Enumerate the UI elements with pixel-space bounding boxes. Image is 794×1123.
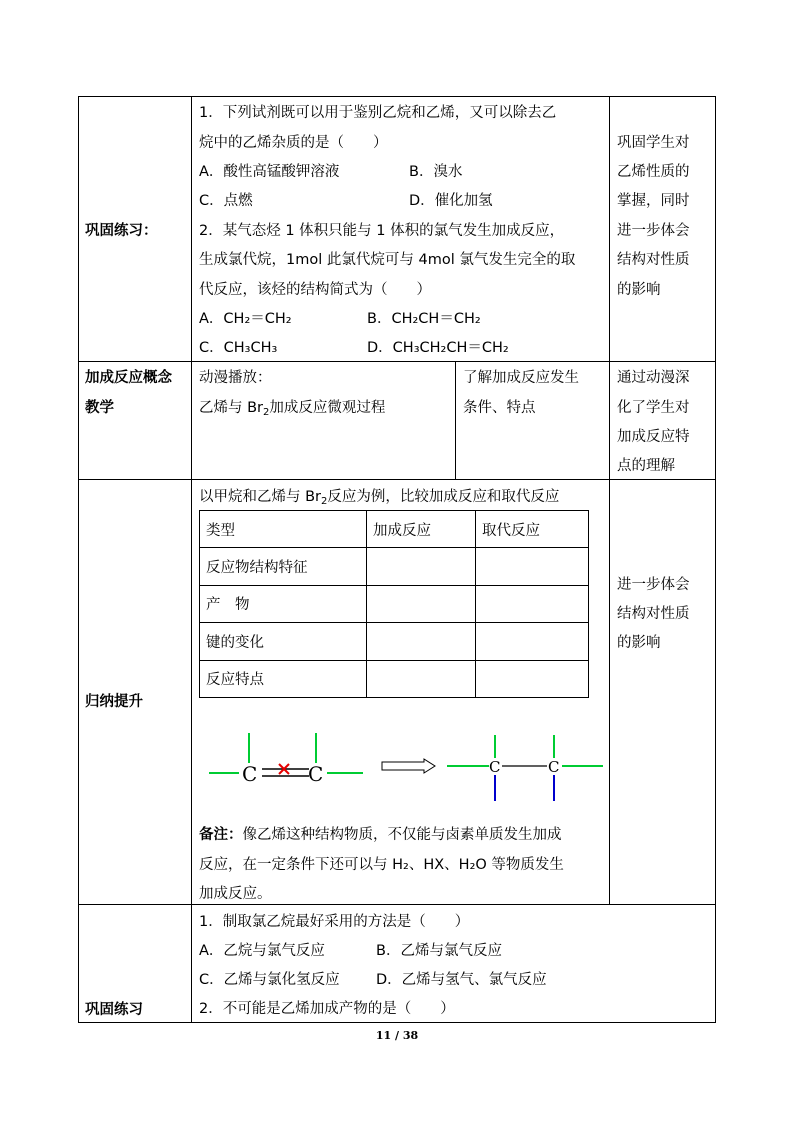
carbon-atom-left: C bbox=[242, 762, 258, 786]
table-cell bbox=[476, 585, 589, 622]
row2-note-1: 通过动漫深 bbox=[617, 370, 690, 386]
q1-option-c: C．点燃 bbox=[199, 193, 253, 209]
q1-line1: 1．下列试剂既可以用于鉴别乙烷和乙烯，又可以除去乙 bbox=[199, 105, 557, 121]
table-row-label: 反应物结构特征 bbox=[200, 548, 367, 585]
row2-content-2: 乙烯与 $Br_2$加成反应微观过程 bbox=[199, 400, 386, 418]
row2-content-1: 动漫播放： bbox=[199, 370, 272, 386]
row1-note-6: 的影响 bbox=[617, 282, 661, 298]
table-cell bbox=[367, 660, 476, 697]
q1-line2: 烷中的乙烯杂质的是（ ） bbox=[199, 135, 388, 151]
q2-option-b: B．CH₂CH＝CH₂ bbox=[367, 311, 481, 327]
table-header-row bbox=[200, 511, 589, 548]
row3-note-2: 结构对性质 bbox=[617, 606, 690, 622]
table-header-addition: 加成反应 bbox=[367, 511, 476, 548]
table-cell bbox=[476, 623, 589, 660]
row4-q1: 1．制取氯乙烷最好采用的方法是（ ） bbox=[199, 914, 470, 930]
remark-line-2: 反应，在一定条件下还可以与 H₂、HX、H₂O 等物质发生 bbox=[199, 857, 564, 873]
carbon-atom-product-2: C bbox=[548, 758, 560, 776]
table-cell bbox=[367, 585, 476, 622]
q2-option-c: C．CH₃CH₃ bbox=[199, 340, 278, 356]
table-row-label: 反应特点 bbox=[200, 660, 367, 697]
reaction-arrow-icon bbox=[382, 759, 435, 773]
row1-note-1: 巩固学生对 bbox=[617, 135, 690, 151]
row4-option-c: C．乙烯与氯化氢反应 bbox=[199, 972, 340, 988]
row2-mid-1: 了解加成反应发生 bbox=[463, 370, 579, 386]
row4-option-b: B．乙烯与氯气反应 bbox=[376, 943, 502, 959]
table-row bbox=[200, 548, 589, 585]
q1-option-b: B．溴水 bbox=[409, 164, 463, 180]
row3-note-1: 进一步体会 bbox=[617, 577, 690, 593]
q2-line1: 2．某气态烃 1 体积只能与 1 体积的氯气发生加成反应， bbox=[199, 223, 565, 239]
row4-label: 巩固练习 bbox=[85, 1002, 143, 1018]
row2-note-4: 点的理解 bbox=[617, 458, 675, 474]
remark-line-1: 备注：像乙烯这种结构物质，不仅能与卤素单质发生加成 bbox=[199, 827, 562, 843]
table-header-type: 类型 bbox=[200, 511, 367, 548]
row1-note-5: 结构对性质 bbox=[617, 252, 690, 268]
table-cell bbox=[367, 548, 476, 585]
row1-note-3: 掌握，同时 bbox=[617, 193, 690, 209]
carbon-atom-product-1: C bbox=[489, 758, 501, 776]
row1-label: 巩固练习： bbox=[85, 223, 158, 239]
table-header-substitution: 取代反应 bbox=[476, 511, 589, 548]
row2-mid-2: 条件、特点 bbox=[463, 400, 536, 416]
q2-line3: 代反应，该烃的结构简式为（ ） bbox=[199, 282, 431, 298]
table-cell bbox=[476, 548, 589, 585]
comparison-table bbox=[199, 510, 589, 698]
row3-intro: 以甲烷和乙烯与 $Br_2$反应为例，比较加成反应和取代反应 bbox=[199, 489, 560, 507]
remark-line-3: 加成反应。 bbox=[199, 886, 272, 902]
row2-label-1: 加成反应概念 bbox=[85, 370, 172, 386]
page-number: 11 / 38 bbox=[375, 1029, 419, 1042]
row3-label: 归纳提升 bbox=[85, 694, 143, 710]
table-row bbox=[200, 623, 589, 660]
row4-q2: 2．不可能是乙烯加成产物的是（ ） bbox=[199, 1001, 455, 1017]
carbon-atom-right: C bbox=[308, 762, 324, 786]
table-row bbox=[200, 660, 589, 697]
row2-note-3: 加成反应特 bbox=[617, 429, 690, 445]
row2-label-2: 教学 bbox=[85, 400, 114, 416]
row2-note-2: 化了学生对 bbox=[617, 400, 690, 416]
row4-option-a: A．乙烷与氯气反应 bbox=[199, 943, 325, 959]
q1-option-d: D．催化加氢 bbox=[409, 193, 493, 209]
row4-option-d: D．乙烯与氢气、氯气反应 bbox=[376, 972, 547, 988]
table-row-label: 产 物 bbox=[200, 585, 367, 622]
table-row-label: 键的变化 bbox=[200, 623, 367, 660]
q2-option-a: A．CH₂＝CH₂ bbox=[199, 311, 292, 327]
q2-option-d: D．CH₃CH₂CH＝CH₂ bbox=[367, 340, 509, 356]
table-row bbox=[200, 585, 589, 622]
table-cell bbox=[367, 623, 476, 660]
reaction-diagram bbox=[199, 725, 609, 805]
q1-option-a: A．酸性高锰酸钾溶液 bbox=[199, 164, 340, 180]
q2-line2: 生成氯代烷，1mol 此氯代烷可与 4mol 氯气发生完全的取 bbox=[199, 252, 576, 268]
row1-note-2: 乙烯性质的 bbox=[617, 164, 690, 180]
row3-note-3: 的影响 bbox=[617, 635, 661, 651]
row1-note-4: 进一步体会 bbox=[617, 223, 690, 239]
table-cell bbox=[476, 660, 589, 697]
